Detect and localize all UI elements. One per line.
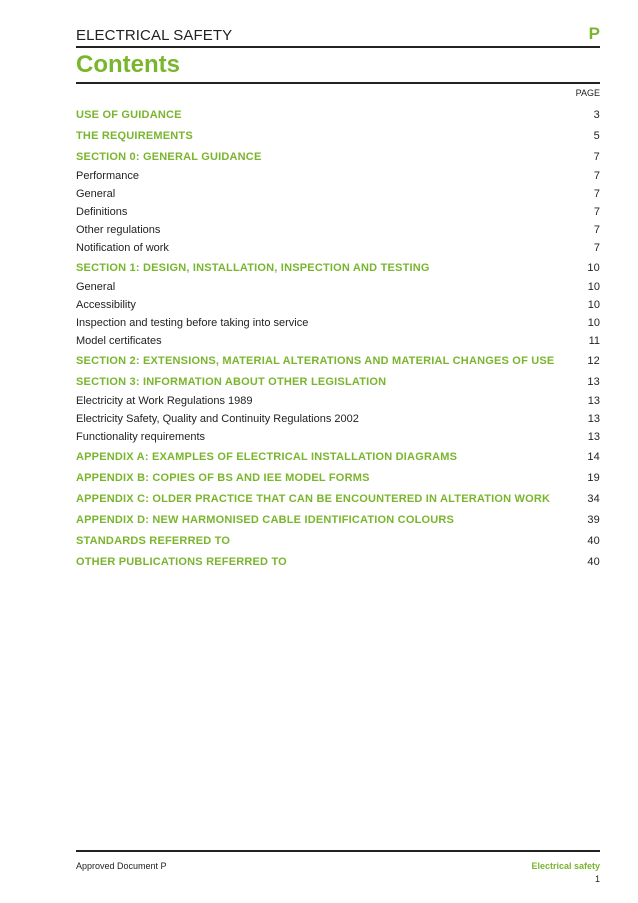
toc-entry-page: 14 — [587, 450, 600, 463]
toc-subentry[interactable] — [76, 167, 600, 185]
toc-entry-label: APPENDIX A: EXAMPLES OF ELECTRICAL INSTALLATION DIAGRAMS — [76, 450, 458, 463]
toc-entry-label: SECTION 2: EXTENSIONS, MATERIAL ALTERATIONS AND MATERIAL CHANGES OF USE — [76, 354, 555, 367]
toc-entry-label: Performance — [76, 170, 139, 182]
toc-subentry[interactable] — [76, 203, 600, 221]
toc-entry-label: SECTION 1: DESIGN, INSTALLATION, INSPECTION AND TESTING — [76, 261, 430, 274]
toc-subentry[interactable] — [76, 296, 600, 314]
toc-entry-page: 13 — [587, 413, 600, 425]
toc-entry-page: 7 — [593, 170, 600, 182]
page-header — [76, 24, 600, 84]
toc-section-entry[interactable] — [76, 146, 600, 167]
toc-entry-label: General — [76, 281, 116, 293]
toc-entry-page: 7 — [593, 150, 600, 163]
footer-section-name: Electrical safety — [531, 861, 600, 871]
header-divider — [76, 46, 600, 48]
toc-section-entry[interactable] — [76, 125, 600, 146]
toc-entry-label: Definitions — [76, 206, 128, 218]
toc-entry-page: 10 — [587, 317, 600, 329]
toc-subentry[interactable] — [76, 185, 600, 203]
toc-entry-label: General — [76, 188, 116, 200]
toc-entry-page: 40 — [587, 555, 600, 568]
toc-entry-page: 5 — [593, 129, 600, 142]
toc-entry-label: Electricity Safety, Quality and Continuity Regulations 2002 — [76, 413, 359, 425]
toc-entry-page: 12 — [587, 354, 600, 367]
toc-entry-page: 7 — [593, 242, 600, 254]
toc-entry-label: USE OF GUIDANCE — [76, 108, 182, 121]
toc-section-entry[interactable] — [76, 446, 600, 467]
toc-entry-label: THE REQUIREMENTS — [76, 129, 193, 142]
toc-entry-label: STANDARDS REFERRED TO — [76, 534, 231, 547]
toc-entry-label: Inspection and testing before taking into service — [76, 317, 309, 329]
toc-entry-label: SECTION 3: INFORMATION ABOUT OTHER LEGISLATION — [76, 375, 387, 388]
toc-entry-label: Other regulations — [76, 224, 161, 236]
toc-section-entry[interactable] — [76, 467, 600, 488]
toc-subentry[interactable] — [76, 332, 600, 350]
toc-entry-label: Accessibility — [76, 299, 136, 311]
toc-entry-page: 13 — [587, 431, 600, 443]
toc-entry-page: 10 — [587, 261, 600, 274]
title-divider — [76, 82, 600, 84]
toc-entry-page: 13 — [587, 395, 600, 407]
toc-entry-page: 39 — [587, 513, 600, 526]
toc-subentry[interactable] — [76, 392, 600, 410]
toc-entry-label: APPENDIX B: COPIES OF BS AND IEE MODEL FORMS — [76, 471, 370, 484]
toc-section-entry[interactable] — [76, 530, 600, 551]
toc-subentry[interactable] — [76, 278, 600, 296]
page-footer — [76, 850, 600, 884]
toc-entry-page: 7 — [593, 206, 600, 218]
toc-entry-page: 13 — [587, 375, 600, 388]
toc-subentry[interactable] — [76, 239, 600, 257]
toc-entry-page: 3 — [593, 108, 600, 121]
toc-section-entry[interactable] — [76, 350, 600, 371]
doc-title: ELECTRICAL SAFETY — [76, 27, 233, 44]
toc-subentry[interactable] — [76, 410, 600, 428]
toc-section-entry[interactable] — [76, 551, 600, 572]
toc-entry-page: 10 — [587, 299, 600, 311]
toc-section-entry[interactable] — [76, 257, 600, 278]
toc-section-entry[interactable] — [76, 104, 600, 125]
toc-entry-label: Functionality requirements — [76, 431, 206, 443]
toc-entry-page: 19 — [587, 471, 600, 484]
toc-entry-page: 7 — [593, 188, 600, 200]
toc-entry-label: OTHER PUBLICATIONS REFERRED TO — [76, 555, 287, 568]
page-title: Contents — [76, 51, 180, 78]
toc-section-entry[interactable] — [76, 488, 600, 509]
toc-entry-page: 7 — [593, 224, 600, 236]
toc-subentry[interactable] — [76, 314, 600, 332]
toc-entry-label: Model certificates — [76, 335, 162, 347]
toc-entry-label: APPENDIX C: OLDER PRACTICE THAT CAN BE ENCOUNTERED IN ALTERATION WORK — [76, 492, 551, 505]
toc-subentry[interactable] — [76, 428, 600, 446]
toc-entry-label: Electricity at Work Regulations 1989 — [76, 395, 253, 407]
footer-row — [76, 861, 600, 871]
doc-letter: P — [588, 24, 600, 43]
doc-title-row — [76, 24, 600, 44]
toc-entry-label: APPENDIX D: NEW HARMONISED CABLE IDENTIFICATION COLOURS — [76, 513, 455, 526]
toc-section-entry[interactable] — [76, 509, 600, 530]
toc-entry-page: 34 — [587, 492, 600, 505]
toc-entry-label: Notification of work — [76, 242, 169, 254]
toc-entry-page: 40 — [587, 534, 600, 547]
toc-entry-page: 11 — [588, 335, 600, 347]
page-column-label: PAGE — [575, 88, 600, 98]
footer-doc-name: Approved Document P — [76, 861, 167, 871]
toc-entry-page: 10 — [587, 281, 600, 293]
toc-section-entry[interactable] — [76, 371, 600, 392]
toc-subentry[interactable] — [76, 221, 600, 239]
table-of-contents — [76, 104, 600, 572]
footer-divider — [76, 850, 600, 852]
toc-entry-label: SECTION 0: GENERAL GUIDANCE — [76, 150, 262, 163]
footer-page-number: 1 — [594, 874, 600, 884]
